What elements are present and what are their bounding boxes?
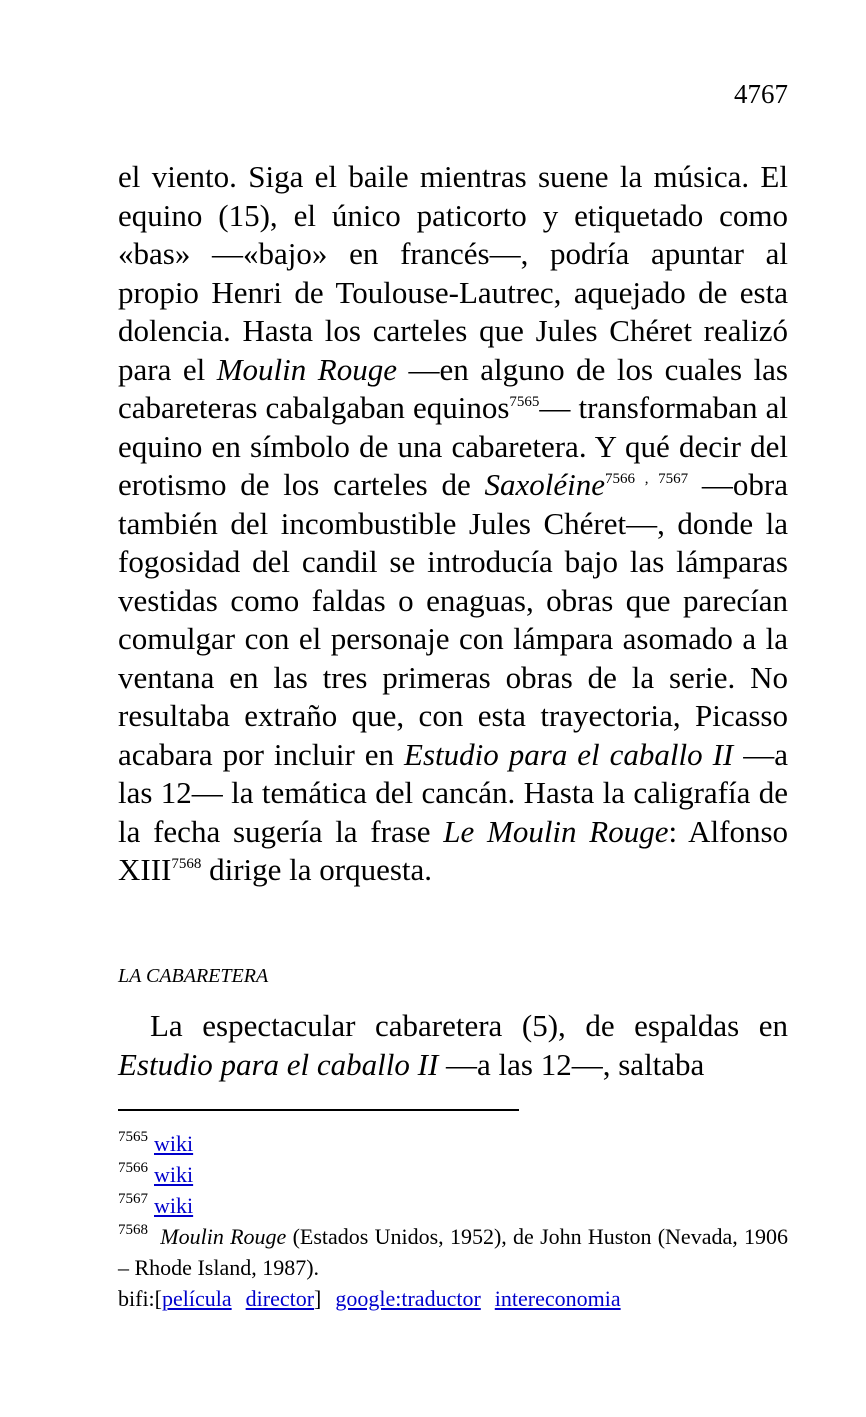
footnote-item bbox=[118, 1159, 788, 1190]
italic-title: Moulin Rouge bbox=[216, 351, 397, 387]
footnote-item bbox=[118, 1190, 788, 1221]
bifi-prefix: bifi:[ bbox=[118, 1286, 162, 1311]
italic-title: Estudio para el caballo II bbox=[118, 1046, 439, 1082]
section-heading: LA CABARETERA bbox=[118, 965, 269, 987]
intereconomia-link[interactable]: intereconomia bbox=[494, 1286, 621, 1311]
text-run: — transformaban al equino en símbolo de una cabaretera. Y qué decir del erotismo de los carteles de bbox=[118, 390, 788, 502]
footnote-item bbox=[118, 1221, 788, 1283]
footnote-text: (Estados Unidos, 1952), de John Huston (Nevada, 1906 – Rhode Island, 1987). bbox=[118, 1224, 788, 1280]
text-run: La espectacular cabaretera (5), de espaldas en bbox=[150, 1008, 788, 1043]
text-run: —a las 12—, saltaba bbox=[438, 1046, 705, 1082]
footnote-title: Moulin Rouge bbox=[160, 1224, 287, 1249]
italic-title: Saxoléine bbox=[484, 467, 605, 502]
footnote-ref: 7566 , 7567 bbox=[604, 471, 689, 487]
text-run: dirige la orquesta. bbox=[201, 852, 433, 887]
footnote-link[interactable]: wiki bbox=[154, 1193, 194, 1218]
footnote-ref: 7568 bbox=[171, 856, 202, 872]
text-run: —a las 12— la temática del cancán. Hasta la caligrafía de la fecha sugería la frase bbox=[118, 736, 789, 849]
footnote-number: 7566 bbox=[118, 1160, 148, 1176]
text-run: el viento. Siga el baile mientras suene la música. El equino (15), el único paticorto y etiquetado como «bas» —«bajo» en francés—, podría apuntar al propio Henri de Toulouse-Lautrec, aquejado de esta dolencia. Hasta los carteles que Jules Chéret realizó para el bbox=[118, 159, 788, 387]
director-link[interactable]: director bbox=[245, 1286, 315, 1311]
footnotes bbox=[118, 1128, 788, 1314]
footnote-number: 7567 bbox=[118, 1191, 148, 1207]
google-traductor-link[interactable]: google:traductor bbox=[335, 1286, 481, 1311]
text-run: —en alguno de los cuales las cabareteras cabalgaban equinos bbox=[118, 351, 788, 425]
footnote-number: 7565 bbox=[118, 1129, 148, 1145]
body-paragraph-1 bbox=[118, 158, 788, 890]
body-paragraph-2 bbox=[118, 1007, 788, 1084]
page-number: 4767 bbox=[734, 79, 788, 109]
footnote-link[interactable]: wiki bbox=[154, 1162, 194, 1187]
italic-title: Estudio para el caballo II bbox=[404, 736, 734, 772]
footnote-ref: 7565 bbox=[509, 394, 540, 410]
bifi-links bbox=[118, 1283, 788, 1314]
footnote-item bbox=[118, 1128, 788, 1159]
text-run: —obra también del incombustible Jules Chéret—, donde la fogosidad del candil se introducía bajo las lámparas vestidas como faldas o enaguas, obras que parecían comulgar con el personaje con lámpara asomado a la ventana en las tres primeras obras de la serie. No resultaba extraño que, con esta trayectoria, Picasso acabara por incluir en bbox=[118, 467, 788, 772]
bifi-close: ] bbox=[314, 1286, 322, 1311]
footnote-link[interactable]: wiki bbox=[154, 1131, 194, 1156]
text-run: : Alfonso XIII bbox=[118, 813, 789, 887]
italic-title: Le Moulin Rouge bbox=[443, 813, 669, 849]
footnote-number: 7568 bbox=[118, 1222, 148, 1238]
pelicula-link[interactable]: película bbox=[162, 1286, 232, 1311]
footnote-divider bbox=[118, 1109, 519, 1111]
